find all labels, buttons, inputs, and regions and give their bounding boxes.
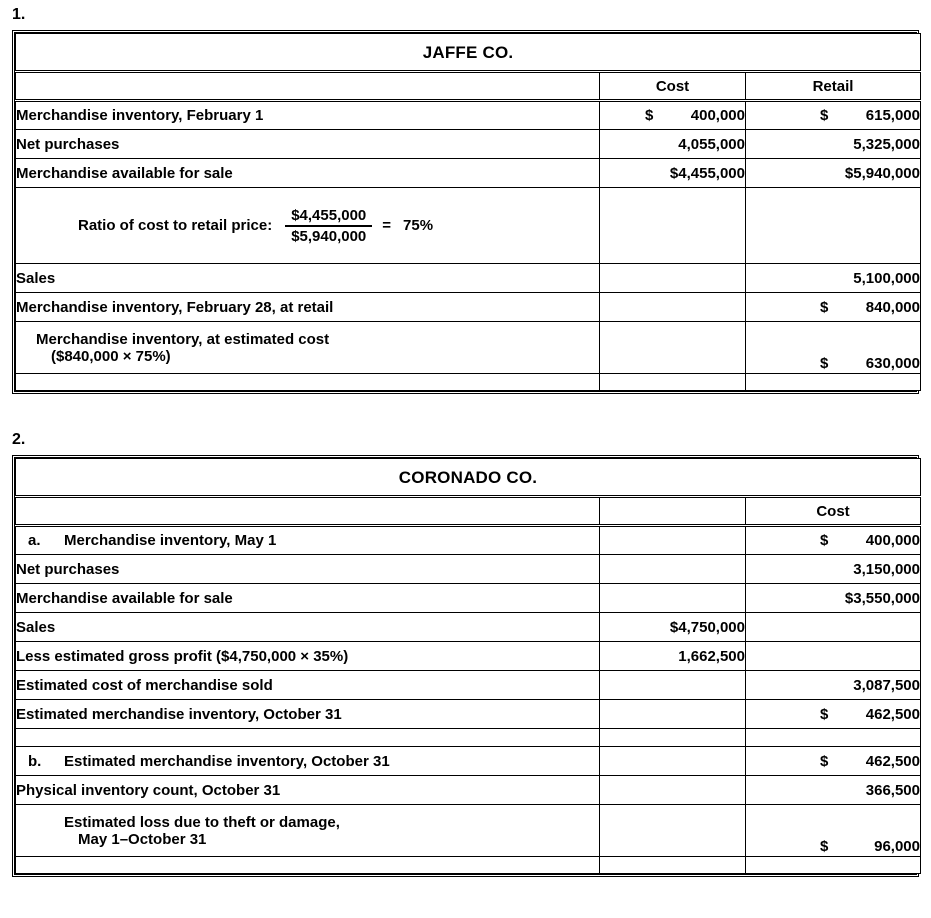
- spacer-cost-cell: [746, 729, 921, 747]
- row-label-text: Estimated merchandise inventory, October 31: [64, 752, 390, 770]
- row-cost-value: [746, 555, 921, 584]
- row-label: Estimated merchandise inventory, October 31: [16, 700, 600, 729]
- amount: 4,055,000: [678, 135, 745, 153]
- amount: 5,100,000: [853, 269, 920, 287]
- row-label-multiline: [16, 805, 600, 857]
- amount: $3,550,000: [844, 589, 920, 607]
- row-cost-value: [746, 747, 921, 776]
- tail-retail-cell: [746, 374, 921, 391]
- amount: 400,000: [690, 107, 745, 124]
- row-label: Sales: [16, 264, 600, 293]
- spacer-label-cell: [16, 729, 600, 747]
- row-label: Less estimated gross profit ($4,750,000 × 35%): [16, 642, 600, 671]
- coronado-table-wrapper: [12, 455, 919, 877]
- row-mid-value: [600, 700, 746, 729]
- row-cost-value: [600, 159, 746, 188]
- column-header-cost: Cost: [746, 497, 921, 526]
- row-retail-value: [746, 264, 921, 293]
- row-cost-value: [600, 130, 746, 159]
- amount: 3,087,500: [853, 676, 920, 694]
- table-row: [16, 747, 921, 776]
- row-label-multiline: [16, 322, 600, 374]
- table-row: [16, 322, 921, 374]
- row-label: Merchandise inventory, February 1: [16, 101, 600, 130]
- row-mid-value: [600, 776, 746, 805]
- row-label-line2: May 1–October 31: [78, 830, 207, 848]
- table-row: [16, 642, 921, 671]
- row-cost-value: [746, 700, 921, 729]
- row-label: Merchandise inventory, February 28, at retail: [16, 293, 600, 322]
- table-row: [16, 584, 921, 613]
- table-row: [16, 159, 921, 188]
- jaffe-table-wrapper: [12, 30, 919, 394]
- table-row: [16, 101, 921, 130]
- row-cost-value: [746, 776, 921, 805]
- amount: $5,940,000: [844, 164, 920, 182]
- row-label: Physical inventory count, October 31: [16, 776, 600, 805]
- section-1: [0, 0, 931, 394]
- part-marker-a: a.: [28, 532, 41, 549]
- ratio-cost-empty: [600, 188, 746, 264]
- table-title-row: [16, 459, 921, 497]
- row-mid-value: [600, 671, 746, 700]
- row-label: Merchandise available for sale: [16, 584, 600, 613]
- row-label: [16, 526, 600, 555]
- ratio-label: Ratio of cost to retail price:: [78, 217, 273, 234]
- row-label-line1: Estimated loss due to theft or damage,: [64, 813, 340, 831]
- equals-sign: =: [382, 217, 392, 234]
- fraction-numerator: $4,455,000: [291, 206, 367, 224]
- company-title: JAFFE CO.: [16, 34, 921, 72]
- column-header-mid: [600, 497, 746, 526]
- company-title: CORONADO CO.: [16, 459, 921, 497]
- column-header-row: [16, 72, 921, 101]
- amount: 96,000: [874, 838, 920, 855]
- row-cost-value: [600, 101, 746, 130]
- tail-cost-cell: [600, 374, 746, 391]
- ratio-fraction: [285, 207, 372, 245]
- ratio-cell: [16, 188, 600, 264]
- currency-symbol: $: [820, 298, 829, 316]
- table-title-row: [16, 34, 921, 72]
- row-label: [16, 747, 600, 776]
- row-label: Merchandise available for sale: [16, 159, 600, 188]
- table-row: [16, 700, 921, 729]
- row-retail-value: [746, 322, 921, 374]
- row-cost-value: [746, 642, 921, 671]
- jaffe-table: [15, 33, 921, 391]
- amount: 5,325,000: [853, 135, 920, 153]
- row-mid-value: [600, 526, 746, 555]
- row-label: Net purchases: [16, 130, 600, 159]
- currency-symbol: $: [820, 752, 829, 770]
- amount: 3,150,000: [853, 560, 920, 578]
- row-cost-value: [600, 264, 746, 293]
- amount: 366,500: [865, 781, 920, 799]
- row-label: Net purchases: [16, 555, 600, 584]
- section-number-1: 1.: [12, 6, 26, 23]
- amount: 462,500: [865, 705, 920, 723]
- tail-label-cell: [16, 857, 600, 874]
- amount: 615,000: [865, 107, 920, 124]
- coronado-table: [15, 458, 921, 874]
- row-cost-value: [600, 322, 746, 374]
- row-cost-value: [600, 293, 746, 322]
- currency-symbol: $: [820, 355, 829, 372]
- row-retail-value: [746, 159, 921, 188]
- row-mid-value: 1,662,500: [600, 642, 746, 671]
- table-row: [16, 264, 921, 293]
- amount: 462,500: [865, 752, 920, 770]
- column-header-retail: Retail: [746, 72, 921, 101]
- table-tail-row: [16, 857, 921, 874]
- table-tail-row: [16, 374, 921, 391]
- table-row: [16, 293, 921, 322]
- table-row: [16, 613, 921, 642]
- row-label-line1: Merchandise inventory, at estimated cost: [36, 330, 330, 348]
- row-cost-value: [746, 671, 921, 700]
- currency-symbol: $: [820, 107, 829, 124]
- spacer-mid-cell: [600, 729, 746, 747]
- row-retail-value: [746, 293, 921, 322]
- row-label: Sales: [16, 613, 600, 642]
- amount: 840,000: [865, 298, 920, 316]
- row-retail-value: [746, 130, 921, 159]
- row-cost-value: [746, 526, 921, 555]
- fraction-denominator: $5,940,000: [285, 225, 372, 245]
- row-mid-value: [600, 805, 746, 857]
- ratio-row: [16, 188, 921, 264]
- table-row: [16, 671, 921, 700]
- tail-mid-cell: [600, 857, 746, 874]
- row-cost-value: [746, 805, 921, 857]
- table-row: [16, 130, 921, 159]
- currency-symbol: $: [820, 532, 829, 549]
- row-label: Estimated cost of merchandise sold: [16, 671, 600, 700]
- section-2: [0, 425, 931, 877]
- row-cost-value: [746, 613, 921, 642]
- currency-symbol: $: [820, 838, 829, 855]
- ratio-result: 75%: [403, 217, 434, 234]
- table-row: [16, 555, 921, 584]
- part-marker-b: b.: [28, 752, 42, 770]
- amount: 630,000: [865, 355, 920, 372]
- row-mid-value: $4,750,000: [600, 613, 746, 642]
- row-retail-value: [746, 101, 921, 130]
- tail-label-cell: [16, 374, 600, 391]
- column-header-row: [16, 497, 921, 526]
- table-row: [16, 526, 921, 555]
- row-label-line2: ($840,000 × 75%): [51, 347, 171, 365]
- column-header-blank: [16, 72, 600, 101]
- row-mid-value: [600, 555, 746, 584]
- table-spacer-row: [16, 729, 921, 747]
- row-cost-value: [746, 584, 921, 613]
- currency-symbol: $: [645, 107, 654, 124]
- tail-cost-cell: [746, 857, 921, 874]
- section-number-2: 2.: [12, 431, 26, 448]
- column-header-blank: [16, 497, 600, 526]
- row-mid-value: [600, 747, 746, 776]
- row-label-text: Merchandise inventory, May 1: [64, 532, 277, 549]
- currency-symbol: $: [820, 705, 829, 723]
- row-mid-value: [600, 584, 746, 613]
- amount: 400,000: [865, 532, 920, 549]
- table-row: [16, 776, 921, 805]
- table-row: [16, 805, 921, 857]
- amount: $4,455,000: [669, 164, 745, 182]
- column-header-cost: Cost: [600, 72, 746, 101]
- ratio-retail-empty: [746, 188, 921, 264]
